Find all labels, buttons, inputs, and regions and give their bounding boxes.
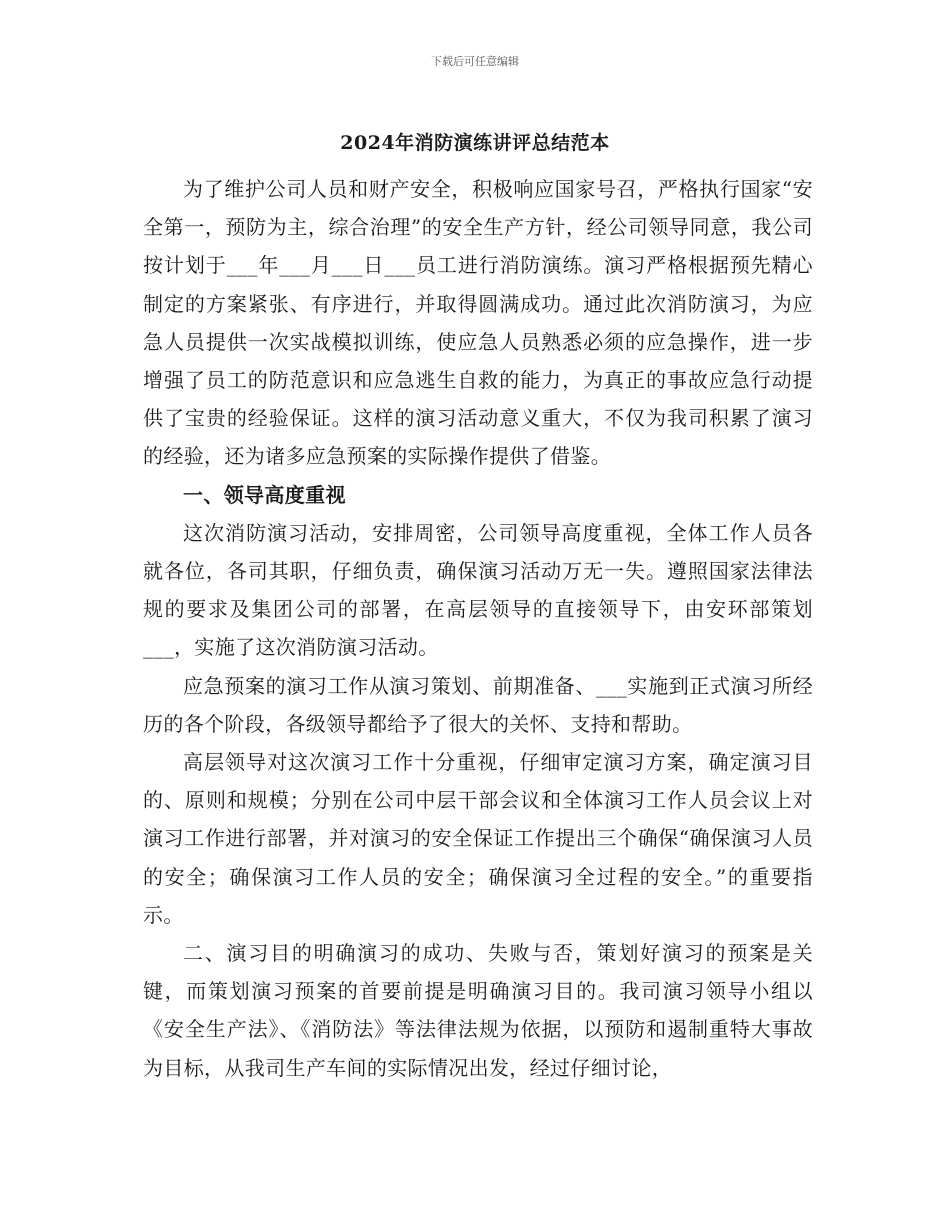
document-body [143,170,813,1087]
paragraph-leadership-1: 这次消防演习活动，安排周密，公司领导高度重视，全体工作人员各就各位，各司其职，仔细负责，确保演习活动万无一失。遵照国家法律法规的要求及集团公司的部署，在高层领导的直接领导下，由安环部策划___，实施了这次消防演习活动。 [143,520,813,660]
section-heading-leadership: 一、领导高度重视 [183,482,346,507]
paragraph-intro: 为了维护公司人员和财产安全，积极响应国家号召，严格执行国家“安全第一，预防为主，综合治理”的安全生产方针，经公司领导同意，我公司按计划于___年___月___日___员工进行消防演练。演习严格根据预先精心制定的方案紧张、有序进行，并取得圆满成功。通过此次消防演习，为应急人员提供一次实战模拟训练，使应急人员熟悉必须的应急操作，进一步增强了员工的防范意识和应急逃生自救的能力，为真正的事故应急行动提供了宝贵的经验保证。这样的演习活动意义重大，不仅为我司积累了演习的经验，还为诸多应急预案的实际操作提供了借鉴。 [143,177,813,469]
paragraph-leadership-2: 应急预案的演习工作从演习策划、前期准备、___实施到正式演习所经历的各个阶段，各级领导都给予了很大的关怀、支持和帮助。 [143,673,813,736]
paragraph-leadership-3: 高层领导对这次演习工作十分重视，仔细审定演习方案，确定演习目的、原则和规模；分别在公司中层干部会议和全体演习工作人员会议上对演习工作进行部署，并对演习的安全保证工作提出三个确保“确保演习人员的安全；确保演习工作人员的安全；确保演习全过程的安全。”的重要指示。 [143,750,813,927]
page-header-note: 下载后可任意编辑 [431,55,519,68]
document-title: 2024年消防演练讲评总结范本 [340,132,610,154]
paragraph-purpose: 二、演习目的明确演习的成功、失败与否，策划好演习的预案是关键，而策划演习预案的首要前提是明确演习目的。我司演习领导小组以《安全生产法》、《消防法》等法律法规为依据，以预防和遏制重特大事故为目标，从我司生产车间的实际情况出发，经过仔细讨论， [143,941,813,1080]
